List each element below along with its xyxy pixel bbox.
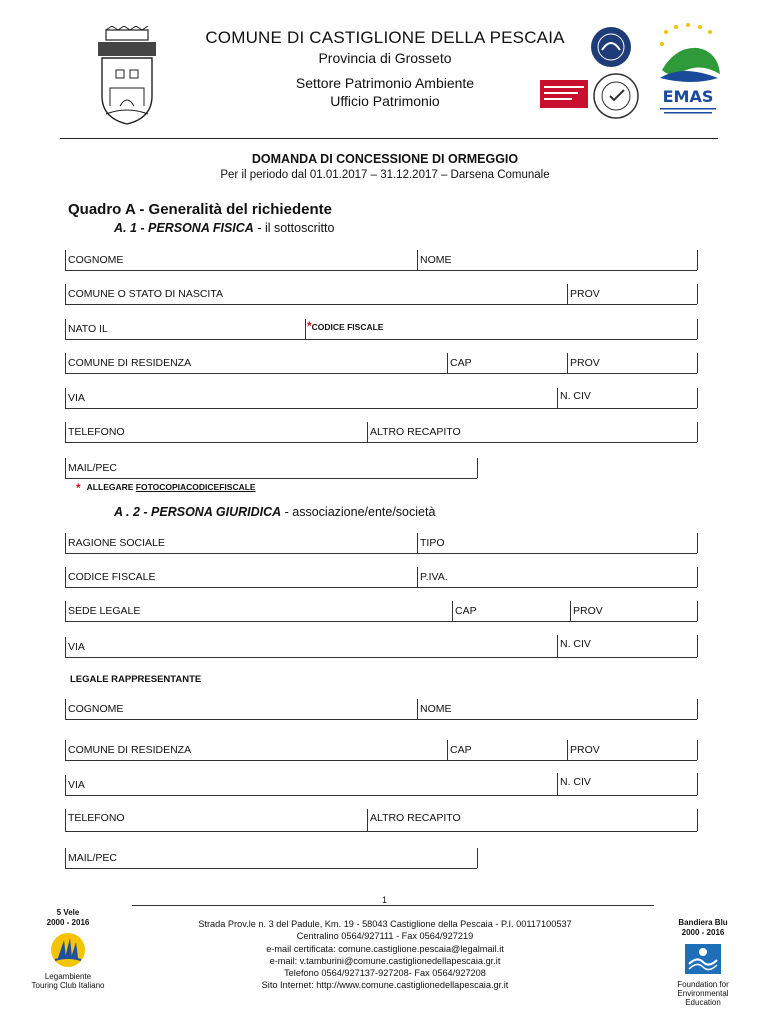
fee-caption-1: Foundation for xyxy=(677,980,729,989)
emas-logo-icon xyxy=(652,22,724,118)
fee-caption-2: Environmental xyxy=(677,989,729,998)
five-sails-title: 5 Vele xyxy=(56,908,80,917)
lr-telefono-label: TELEFONO xyxy=(68,812,125,824)
fee-caption-3: Education xyxy=(685,998,721,1007)
blue-flag-badge xyxy=(664,918,742,1007)
nato-il-label: NATO IL xyxy=(68,323,108,335)
province-name: Provincia di Grosseto xyxy=(318,50,452,66)
coat-of-arms-icon xyxy=(96,26,158,126)
ragione-sociale-label: RAGIONE SOCIALE xyxy=(68,537,165,549)
altro-recapito-label: ALTRO RECAPITO xyxy=(370,426,461,438)
touring-club-caption: Touring Club Italiano xyxy=(31,981,105,990)
lr-nome-label: NOME xyxy=(420,703,452,715)
note-prefix: ALLEGARE xyxy=(86,482,136,492)
lr-via-label: VIA xyxy=(68,779,85,791)
section-a2-title xyxy=(114,505,435,519)
lr-comune-residenza-label: COMUNE DI RESIDENZA xyxy=(68,744,192,756)
codice-fiscale-label xyxy=(307,319,383,333)
footer-phone: Centralino 0564/927111 - Fax 0564/927219 xyxy=(296,931,474,942)
piva-label: P.IVA. xyxy=(420,571,448,583)
telefono-label: TELEFONO xyxy=(68,426,125,438)
footer-website[interactable]: Sito Internet: http://www.comune.castiglionedellapescaia.gr.it xyxy=(261,980,509,991)
prov-nascita-label: PROV xyxy=(570,288,600,300)
lr-altro-recapito-label: ALTRO RECAPITO xyxy=(370,812,461,824)
five-sails-years: 2000 - 2016 xyxy=(46,918,90,927)
footer-phone2: Telefono 0564/927137-927208- Fax 0564/927208 xyxy=(284,968,486,979)
comune-nascita-label: COMUNE O STATO DI NASCITA xyxy=(68,288,223,300)
document-title: DOMANDA DI CONCESSIONE DI ORMEGGIO xyxy=(251,152,519,166)
section-a2-suffix: - associazione/ente/società xyxy=(281,505,436,519)
lr-n-civ-label: N. CIV xyxy=(560,776,591,788)
cap-label: CAP xyxy=(450,357,472,369)
sails-logo-icon xyxy=(50,932,86,968)
mail-pec-label: MAIL/PEC xyxy=(68,462,118,474)
sede-prov-label: PROV xyxy=(573,605,603,617)
document-header xyxy=(0,20,770,120)
giuridica-via-label: VIA xyxy=(68,641,85,653)
required-star: * xyxy=(307,319,312,333)
blue-flag-icon xyxy=(683,942,723,976)
tipo-label: TIPO xyxy=(420,537,445,549)
blue-flag-years: 2000 - 2016 xyxy=(681,928,725,937)
prov-residenza-label: PROV xyxy=(570,357,600,369)
section-a1-heading: A. 1 - PERSONA FISICA xyxy=(114,221,254,235)
legale-rappresentante-heading: LEGALE RAPPRESENTANTE xyxy=(70,674,202,685)
codice-fiscale-note xyxy=(76,479,256,493)
office-name: Ufficio Patrimonio xyxy=(330,93,440,109)
nome-label: NOME xyxy=(420,254,452,266)
section-a1-title xyxy=(114,221,334,235)
giuridica-codice-fiscale-label: CODICE FISCALE xyxy=(68,571,156,583)
footer-contacts xyxy=(150,918,620,992)
municipality-name: COMUNE DI CASTIGLIONE DELLA PESCAIA xyxy=(205,28,565,47)
svg-text:EMAS: EMAS xyxy=(662,87,714,106)
lr-prov-label: PROV xyxy=(570,744,600,756)
lr-cap-label: CAP xyxy=(450,744,472,756)
page-number: 1 xyxy=(382,895,388,905)
n-civ-label: N. CIV xyxy=(560,390,591,402)
sector-name: Settore Patrimonio Ambiente xyxy=(295,75,475,91)
codice-fiscale-text: CODICE FISCALE xyxy=(311,322,384,332)
five-sails-badge xyxy=(18,908,118,990)
footer-email[interactable]: e-mail: v.tamburini@comune.castiglionedellapescaia.gr.it xyxy=(269,955,501,966)
via-label: VIA xyxy=(68,392,85,404)
quadro-a-title: Quadro A - Generalità del richiedente xyxy=(68,201,332,218)
accredia-logo-icon xyxy=(590,26,632,68)
required-star: * xyxy=(76,481,81,495)
note-link: FOTOCOPIACODICEFISCALE xyxy=(135,482,256,492)
sede-cap-label: CAP xyxy=(455,605,477,617)
sede-legale-label: SEDE LEGALE xyxy=(68,605,141,617)
legambiente-caption: Legambiente xyxy=(44,972,92,981)
footer-divider xyxy=(132,905,654,906)
section-a1-suffix: - il sottoscritto xyxy=(253,221,335,235)
header-divider xyxy=(60,138,718,139)
lr-mail-pec-label: MAIL/PEC xyxy=(68,852,118,864)
footer-certified-email[interactable]: e-mail certificata: comune.castiglione.pescaia@legalmail.it xyxy=(266,943,504,954)
blue-flag-title: Bandiera Blu xyxy=(678,918,728,927)
comune-residenza-label: COMUNE DI RESIDENZA xyxy=(68,357,192,369)
cognome-label: COGNOME xyxy=(68,254,124,266)
municipality-title-block xyxy=(190,28,580,109)
iso-certification-logo-icon xyxy=(540,72,640,120)
giuridica-n-civ-label: N. CIV xyxy=(560,638,591,650)
document-period: Per il periodo dal 01.01.2017 – 31.12.2017 – Darsena Comunale xyxy=(220,169,550,181)
section-a2-heading: A . 2 - PERSONA GIURIDICA xyxy=(114,505,282,519)
lr-cognome-label: COGNOME xyxy=(68,703,124,715)
footer-address: Strada Prov.le n. 3 del Padule, Km. 19 - 58043 Castiglione della Pescaia - P.I. 00117100537 xyxy=(198,919,572,929)
